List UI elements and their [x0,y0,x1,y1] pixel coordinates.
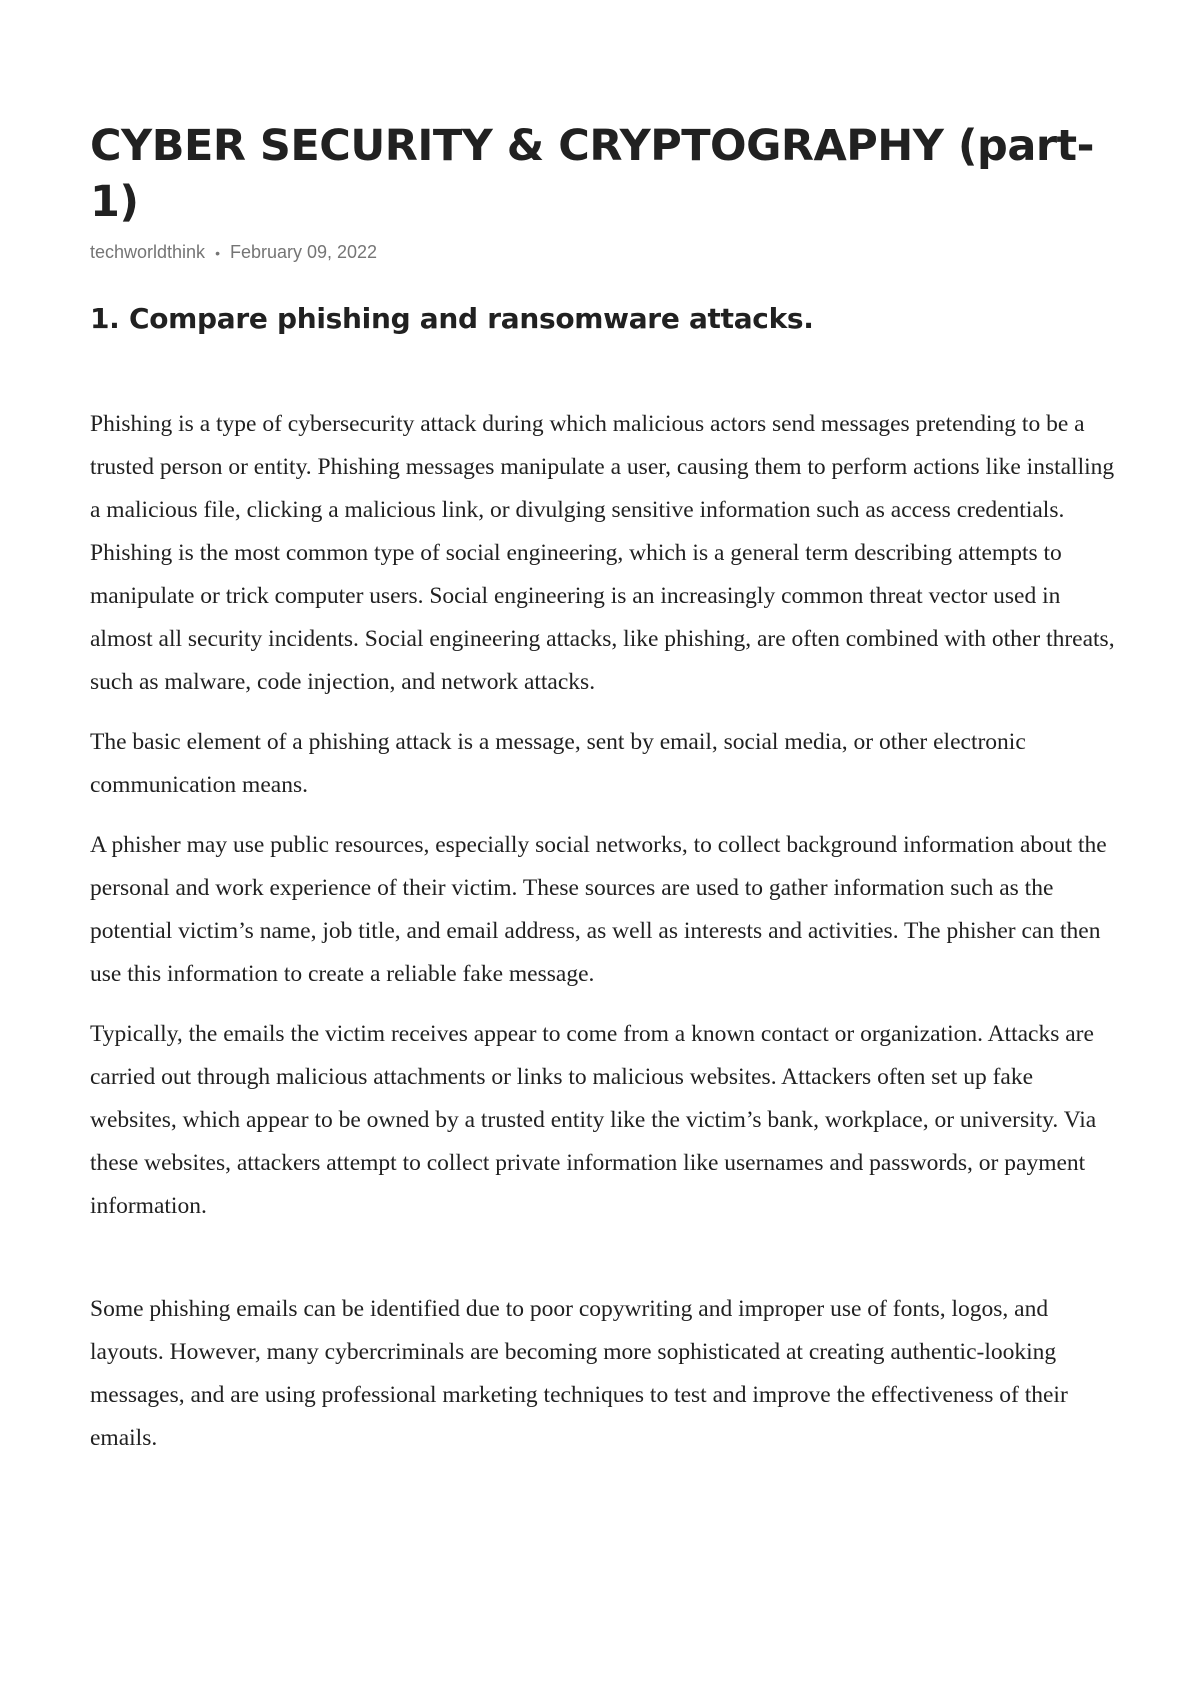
paragraph-phisher-resources: A phisher may use public resources, especially social networks, to collect background information about the personal and work experience of their victim. These sources are used to gather information such as the potential victim’s name, job title, and email address, as well as interests and activities. The phisher can then use this information to create a reliable fake message. [90,832,1107,987]
post-title: CYBER SECURITY & CRYPTOGRAPHY (part-1) [90,121,1094,227]
post-meta [90,242,1120,263]
author-link[interactable]: techworldthink [90,242,206,262]
post-date[interactable]: February 09, 2022 [229,242,378,262]
paragraph-phishing-element: The basic element of a phishing attack is a message, sent by email, social media, or other electronic communication means. [90,729,1026,798]
paragraph-identifying-phishing: Some phishing emails can be identified due to poor copywriting and improper use of fonts, logos, and layouts. However, many cybercriminals are becoming more sophisticated at creating authentic-looking messages, and are using professional marketing techniques to test and improve the effectiveness of their emails. [90,1296,1068,1451]
section-heading: 1. Compare phishing and ransomware attacks. [90,302,814,335]
post-article [90,118,1120,1460]
meta-separator: • [215,244,220,261]
paragraph-phishing-definition: Phishing is a type of cybersecurity attack during which malicious actors send messages pretending to be a trusted person or entity. Phishing messages manipulate a user, causing them to perform actions like installing a malicious file, clicking a malicious link, or divulging sensitive information such as access credentials. Phishing is the most common type of social engineering, which is a general term describing attempts to manipulate or trick computer users. Social engineering is an increasingly common threat vector used in almost all security incidents. Social engineering attacks, like phishing, are often combined with other threats, such as malware, code injection, and network attacks. [90,411,1115,695]
paragraph-typical-emails: Typically, the emails the victim receives appear to come from a known contact or organization. Attacks are carried out through malicious attachments or links to malicious websites. Attackers often set up fake websites, which appear to be owned by a trusted entity like the victim’s bank, workplace, or university. Via these websites, attackers attempt to collect private information like usernames and passwords, or payment information. [90,1021,1097,1219]
